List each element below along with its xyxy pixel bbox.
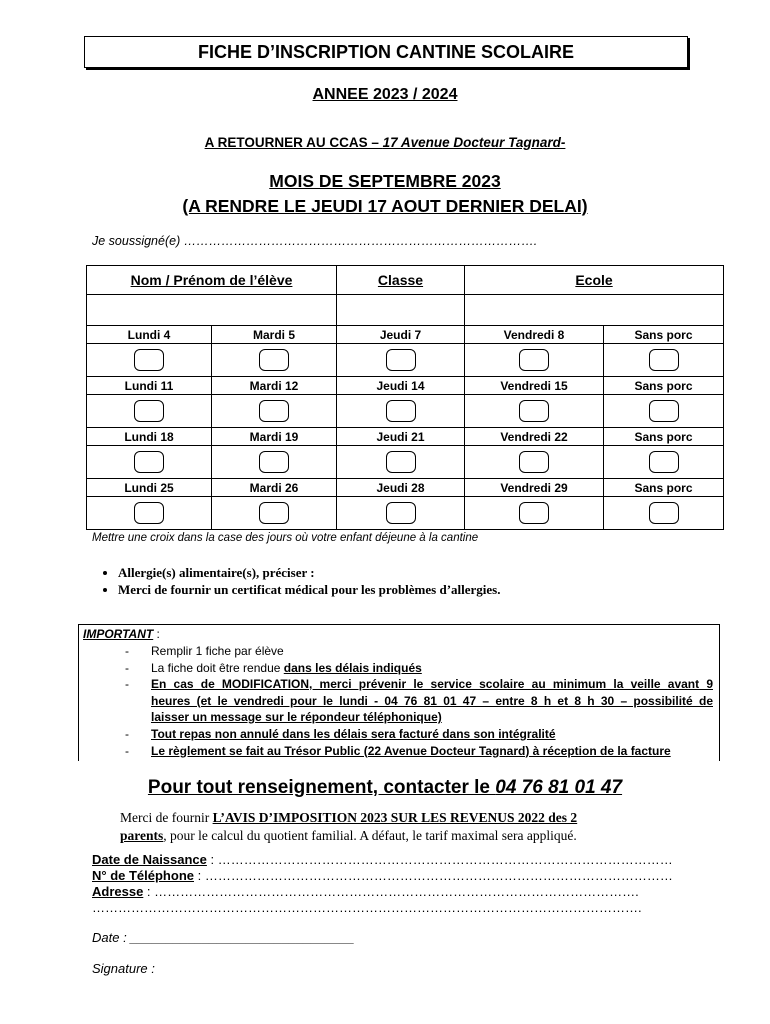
no-pork-checkbox[interactable] <box>649 349 679 371</box>
week-1-days <box>87 326 724 344</box>
date-field[interactable]: Date : _______________________________ <box>92 930 355 945</box>
allergy-list <box>92 564 500 598</box>
day-label: Jeudi 28 <box>337 479 465 497</box>
deadline: (A RENDRE LE JEUDI 17 AOUT DERNIER DELAI) <box>182 196 588 216</box>
day-label: Mardi 19 <box>212 428 337 446</box>
month-title: MOIS DE SEPTEMBRE 2023 <box>269 171 501 191</box>
day-label: Jeudi 7 <box>337 326 465 344</box>
meal-checkbox[interactable] <box>519 502 549 524</box>
meal-checkbox[interactable] <box>259 349 289 371</box>
day-label: Lundi 4 <box>87 326 212 344</box>
week-3-days <box>87 428 724 446</box>
meal-checkbox[interactable] <box>134 349 164 371</box>
form-title: FICHE D’INSCRIPTION CANTINE SCOLAIRE <box>84 36 688 68</box>
day-label: Sans porc <box>604 377 724 395</box>
school-input[interactable] <box>465 295 724 326</box>
meal-checkbox[interactable] <box>386 502 416 524</box>
day-label: Lundi 11 <box>87 377 212 395</box>
meal-checkbox[interactable] <box>386 400 416 422</box>
allergy-item: • Allergie(s) alimentaire(s), préciser : <box>118 564 500 581</box>
meal-checkbox[interactable] <box>259 400 289 422</box>
day-label: Vendredi 22 <box>465 428 604 446</box>
tax-notice: Merci de fournir L’AVIS D’IMPOSITION 2023 SUR LES REVENUS 2022 des 2 parents, pour le calcul du quotient familial. A défaut, le tarif maximal sera appliqué. <box>120 810 578 843</box>
address-field[interactable]: Adresse : …………………………………………………………………………………………………. <box>92 884 639 899</box>
address-line-2[interactable]: ………………………………………………………………………………………………………………. <box>92 900 642 915</box>
meal-checkbox[interactable] <box>519 451 549 473</box>
meal-checkbox[interactable] <box>519 349 549 371</box>
week-4-days <box>87 479 724 497</box>
no-pork-checkbox[interactable] <box>649 400 679 422</box>
birth-date-field[interactable]: Date de Naissance : …………………………………………………………………………………………… <box>92 852 673 867</box>
no-pork-checkbox[interactable] <box>649 451 679 473</box>
day-label: Lundi 25 <box>87 479 212 497</box>
meal-checkbox[interactable] <box>386 349 416 371</box>
week-4-checkboxes <box>87 497 724 530</box>
return-address: A RETOURNER AU CCAS – 17 Avenue Docteur Tagnard- <box>204 135 566 150</box>
phone-field[interactable]: N° de Téléphone : ……………………………………………………………………………………………… <box>92 868 673 883</box>
meal-checkbox[interactable] <box>134 400 164 422</box>
school-header: Ecole <box>465 266 724 295</box>
week-2-days <box>87 377 724 395</box>
day-label: Sans porc <box>604 326 724 344</box>
class-header: Classe <box>337 266 465 295</box>
day-label: Sans porc <box>604 479 724 497</box>
meal-checkbox[interactable] <box>519 400 549 422</box>
important-title: IMPORTANT : <box>83 627 160 641</box>
meal-checkbox[interactable] <box>134 451 164 473</box>
signature-field[interactable]: Signature : <box>92 961 155 976</box>
day-label: Vendredi 8 <box>465 326 604 344</box>
checkbox-instruction: Mettre une croix dans la case des jours où votre enfant déjeune à la cantine <box>92 532 479 544</box>
important-box: IMPORTANT : - Remplir 1 fiche par élève - La fiche doit être rendue dans les délais indiqués - En cas de MODIFICATION, merci prévenir le service scolaire au minimum la veille avant 9 heures (et le vendredi pour le lundi - 04 76 81 01 47 – entre 8 h et 8 h 30 – possibilité de laisser un message sur le répondeur téléphonique) - Tout repas non annulé dans les délais sera facturé dans son intégralité - Le règlement se fait au Trésor Public (22 Avenue Docteur Tagnard) à réception de la facture <box>78 624 720 761</box>
meal-checkbox[interactable] <box>134 502 164 524</box>
school-year: ANNEE 2023 / 2024 <box>312 86 458 103</box>
day-label: Jeudi 21 <box>337 428 465 446</box>
day-label: Mardi 26 <box>212 479 337 497</box>
class-input[interactable] <box>337 295 465 326</box>
day-label: Jeudi 14 <box>337 377 465 395</box>
meal-checkbox[interactable] <box>259 451 289 473</box>
day-label: Lundi 18 <box>87 428 212 446</box>
week-3-checkboxes <box>87 446 724 479</box>
no-pork-checkbox[interactable] <box>649 502 679 524</box>
week-2-checkboxes <box>87 395 724 428</box>
contact-line: Pour tout renseignement, contacter le 04 76 81 01 47 <box>147 777 623 798</box>
week-1-checkboxes <box>87 344 724 377</box>
student-name-header: Nom / Prénom de l’élève <box>87 266 337 295</box>
day-label: Mardi 5 <box>212 326 337 344</box>
day-label: Vendredi 15 <box>465 377 604 395</box>
registration-table <box>86 265 724 530</box>
day-label: Sans porc <box>604 428 724 446</box>
student-name-input[interactable] <box>87 295 337 326</box>
meal-checkbox[interactable] <box>259 502 289 524</box>
day-label: Mardi 12 <box>212 377 337 395</box>
meal-checkbox[interactable] <box>386 451 416 473</box>
signatory-line[interactable]: Je soussigné(e) …………………………………………………………………………. <box>92 234 538 248</box>
allergy-item: • Merci de fournir un certificat médical pour les problèmes d’allergies. <box>118 581 500 598</box>
day-label: Vendredi 29 <box>465 479 604 497</box>
